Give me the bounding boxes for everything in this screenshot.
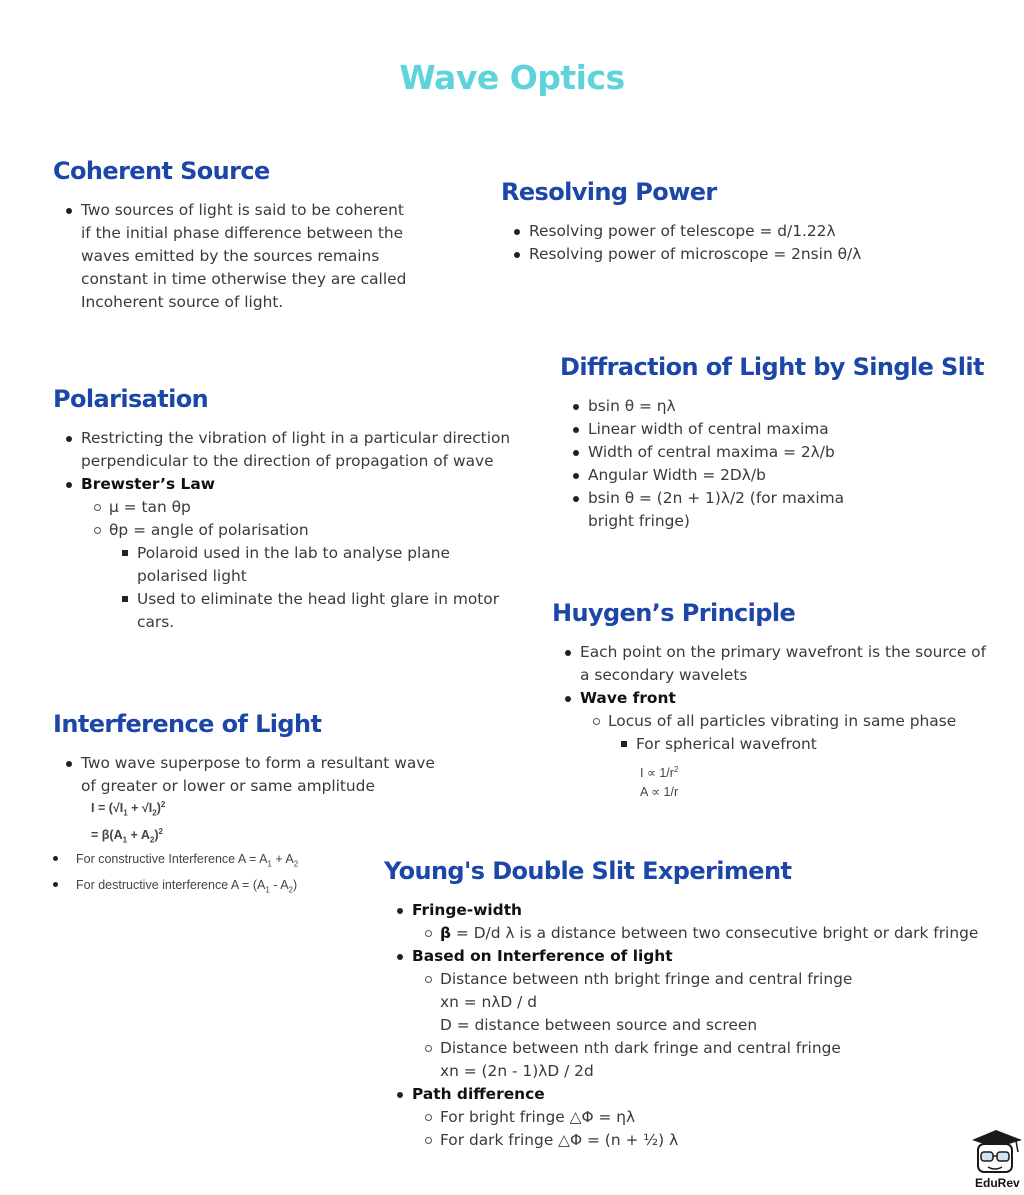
huygen-heading: Huygen’s Principle bbox=[552, 599, 796, 627]
interference-formulas bbox=[91, 796, 473, 849]
young-heading: Young's Double Slit Experiment bbox=[384, 857, 792, 885]
huygen-formulas bbox=[640, 760, 1002, 802]
fringe-width-def: β = D/d λ is a distance between two consecutive bright or dark fringe bbox=[412, 922, 984, 945]
brewster-law bbox=[53, 473, 523, 634]
edurev-logo: EduRev bbox=[975, 1176, 1020, 1190]
section-coherent-source bbox=[53, 157, 453, 314]
section-huygens-principle bbox=[552, 599, 1002, 802]
coherent-item: Two sources of light is said to be coherent if the initial phase difference between the waves emitted by the sources remains constant in time otherwise they are called Incoherent source of light. bbox=[53, 199, 413, 314]
resolving-item-microscope: Resolving power of microscope = 2nsin θ/λ bbox=[501, 243, 981, 266]
interference-item: Two wave superpose to form a resultant wave of greater or lower or same amplitude bbox=[53, 752, 443, 798]
diffraction-item: Width of central maxima = 2λ/b bbox=[560, 441, 880, 464]
brewster-angle-text: θp = angle of polarisation bbox=[109, 521, 309, 539]
wave-front-locus bbox=[580, 710, 992, 756]
bright-fringe-distance: Distance between nth bright fringe and central fringe xn = nλD / d D = distance between source and screen bbox=[412, 968, 984, 1037]
polaroid-use: Used to eliminate the head light glare in motor cars. bbox=[109, 588, 523, 634]
bright-fringe-path: For bright fringe △Φ = ηλ bbox=[412, 1106, 984, 1129]
interference-heading: Interference of Light bbox=[53, 710, 322, 738]
resolving-item-telescope: Resolving power of telescope = d/1.22λ bbox=[501, 220, 981, 243]
polaroid-use: Polaroid used in the lab to analyse plane polarised light bbox=[109, 542, 523, 588]
polarisation-heading: Polarisation bbox=[53, 385, 209, 413]
based-on-interference-label: Based on Interference of light bbox=[412, 947, 673, 965]
intensity-formula: $I \propto 1/r^2$ bbox=[640, 765, 679, 781]
wave-front-locus-text: Locus of all particles vibrating in same phase bbox=[608, 712, 957, 730]
huygen-item: Each point on the primary wavefront is the source of a secondary wavelets bbox=[552, 641, 992, 687]
fringe-width bbox=[384, 899, 984, 945]
diffraction-heading: Diffraction of Light by Single Slit bbox=[560, 353, 984, 381]
constructive-interference: For constructive Interference $A = A_1 + A_2$ bbox=[37, 849, 473, 875]
brewster-formula: μ = tan θp bbox=[81, 496, 523, 519]
path-difference bbox=[384, 1083, 984, 1152]
wave-front-label: Wave front bbox=[580, 689, 676, 707]
page-title: Wave Optics bbox=[399, 58, 625, 97]
brewster-angle bbox=[81, 519, 523, 634]
dark-fringe-distance: Distance between nth dark fringe and central fringe xn = (2n - 1)λD / 2d bbox=[412, 1037, 984, 1083]
destructive-interference: For destructive interference $A = (A_1 - A_2)$ bbox=[37, 875, 473, 901]
path-difference-label: Path difference bbox=[412, 1085, 545, 1103]
amplitude-formula: A ∝ 1/r bbox=[640, 785, 679, 800]
resolving-heading: Resolving Power bbox=[501, 178, 717, 206]
beta-formula: = $\beta(A_1 + A_2)^2$ bbox=[91, 826, 163, 845]
intensity-formula: $I = (√I_1 + √I_2)^2$ bbox=[91, 800, 166, 818]
spherical-wavefront: For spherical wavefront bbox=[608, 733, 992, 756]
diffraction-item: bsin θ = (2n + 1)λ/2 (for maxima bright fringe) bbox=[560, 487, 880, 533]
section-resolving-power bbox=[501, 178, 981, 266]
based-on-interference bbox=[384, 945, 984, 1083]
fringe-width-label: Fringe-width bbox=[412, 901, 523, 919]
coherent-heading: Coherent Source bbox=[53, 157, 270, 185]
wave-front bbox=[552, 687, 992, 756]
section-youngs-double-slit bbox=[384, 857, 984, 1152]
polarisation-item: Restricting the vibration of light in a particular direction perpendicular to the direction of propagation of wave bbox=[53, 427, 523, 473]
diffraction-item: Linear width of central maxima bbox=[560, 418, 880, 441]
brewster-label: Brewster’s Law bbox=[81, 475, 215, 493]
section-polarisation bbox=[53, 385, 533, 634]
diffraction-item: Angular Width = 2Dλ/b bbox=[560, 464, 880, 487]
section-diffraction bbox=[560, 353, 984, 533]
diffraction-item: bsin θ = ηλ bbox=[560, 395, 880, 418]
dark-fringe-path: For dark fringe △Φ = (n + ½) λ bbox=[412, 1129, 984, 1152]
